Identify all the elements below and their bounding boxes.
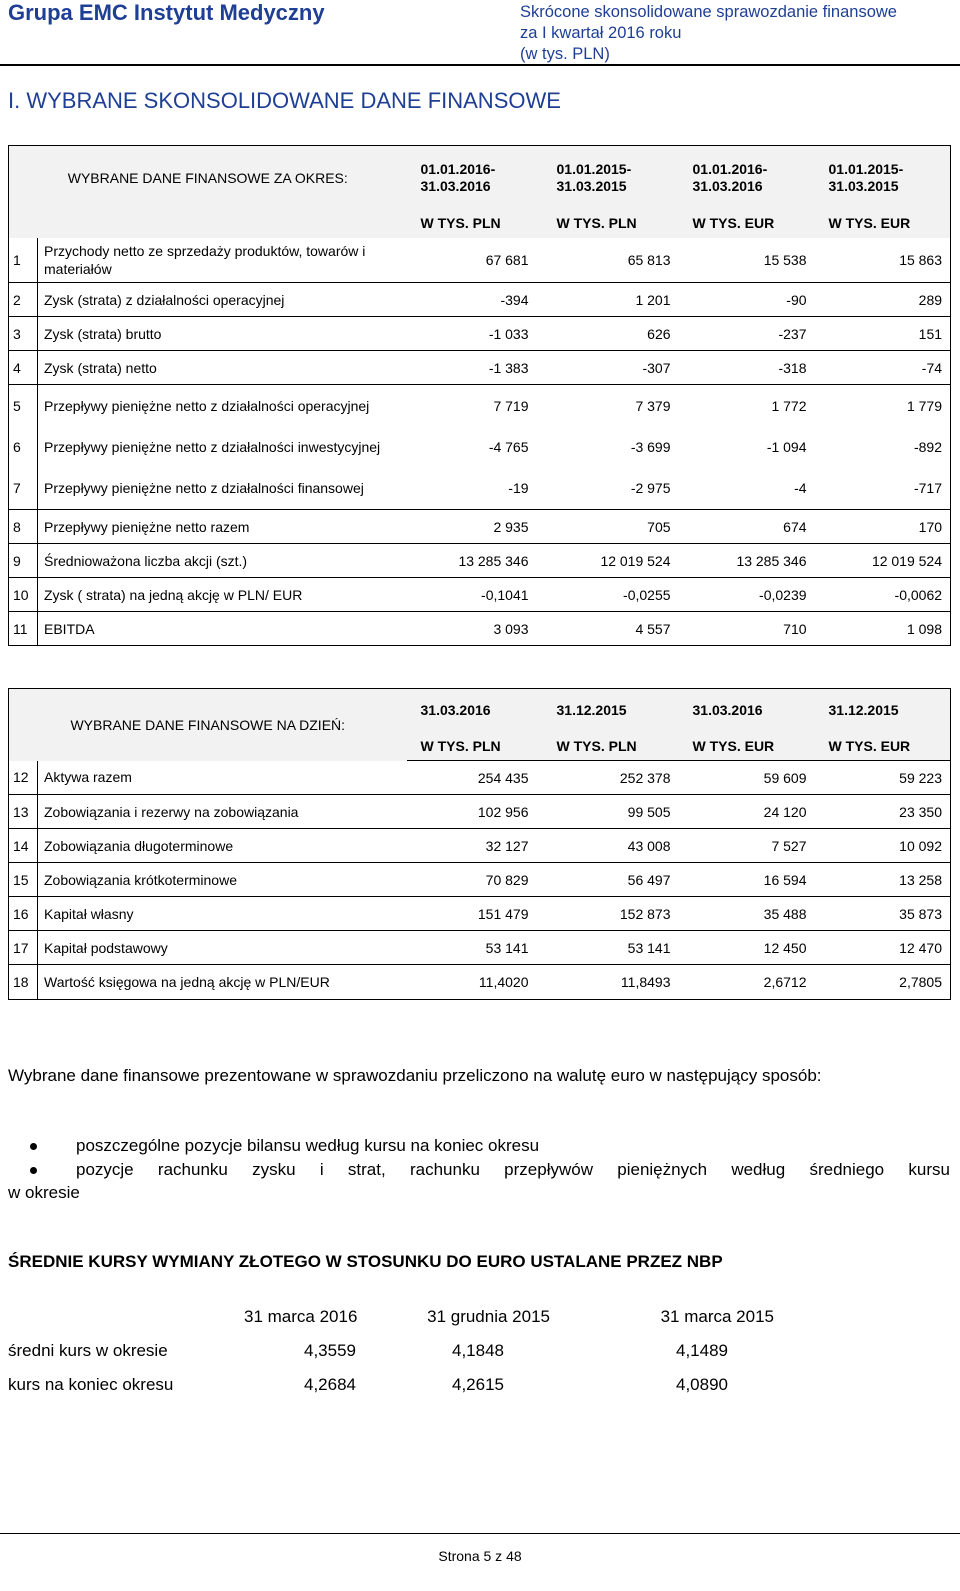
value-cell: 7 527 — [679, 829, 815, 863]
table-row — [9, 510, 951, 544]
rate-value: 4,2615 — [452, 1375, 504, 1394]
value-cell: -4 765 — [488, 439, 529, 455]
value-cell: -0,0062 — [815, 578, 951, 612]
value-cell: 15 538 — [679, 238, 815, 283]
unit-header: W TYS. EUR — [679, 733, 815, 761]
bullet-text: poszczególne pozycje bilansu według kursu na koniec okresu — [76, 1136, 540, 1155]
unit-header: W TYS. EUR — [815, 733, 951, 761]
row-label: Zysk (strata) z działalności operacyjnej — [38, 283, 407, 317]
unit-header: W TYS. PLN — [543, 210, 679, 238]
table-row — [9, 612, 951, 646]
value-cell: 12 450 — [679, 931, 815, 965]
row-number: 16 — [9, 897, 38, 931]
rate-label: średni kurs w okresie — [8, 1341, 168, 1360]
table-row — [9, 544, 951, 578]
value-cell: -1 033 — [407, 317, 543, 351]
report-title-line2: za I kwartał 2016 roku — [520, 24, 682, 42]
value-cell: 1 772 — [771, 397, 807, 414]
row-label: Przepływy pieniężne netto z działalności inwestycyjnej — [44, 439, 381, 455]
value-cell: -394 — [407, 283, 543, 317]
value-cell: 56 497 — [543, 863, 679, 897]
value-cell: -1 094 — [766, 439, 807, 455]
row-label: Kapitał podstawowy — [38, 931, 407, 965]
value-cell: 53 141 — [543, 931, 679, 965]
row-label: Przepływy pieniężne netto razem — [38, 510, 407, 544]
row-number: 4 — [9, 351, 38, 385]
rate-value: 4,1489 — [676, 1341, 728, 1360]
value-cell: -717 — [815, 468, 951, 510]
row-label: Zysk (strata) brutto — [38, 317, 407, 351]
period-header: 01.01.2015- 31.03.2015 — [543, 146, 679, 210]
table-row — [9, 578, 951, 612]
rate-date-header: 31 grudnia 2015 — [427, 1307, 550, 1326]
row-label: Przychody netto ze sprzedaży produktów, towarów i materiałów — [38, 238, 407, 283]
row-label: Wartość księgowa na jedną akcję w PLN/EUR — [38, 965, 407, 1000]
row-label: Aktywa razem — [38, 761, 407, 795]
value-cell: 2,6712 — [679, 965, 815, 1000]
table-row — [9, 931, 951, 965]
bullet-text: pozycje rachunku zysku i strat, rachunku przepływów pieniężnych według średniego kursu — [76, 1160, 950, 1179]
bullet-item — [8, 1134, 950, 1157]
value-cell: 252 378 — [543, 761, 679, 795]
nbp-rates-title: ŚREDNIE KURSY WYMIANY ZŁOTEGO W STOSUNKU DO EURO USTALANE PRZEZ NBP — [8, 1252, 723, 1271]
row-label: Kapitał własny — [38, 897, 407, 931]
value-cell: 3 093 — [407, 612, 543, 646]
value-cell: 15 863 — [815, 238, 951, 283]
value-cell: 99 505 — [543, 795, 679, 829]
value-cell: 10 092 — [815, 829, 951, 863]
row-label: Zysk (strata) netto — [38, 351, 407, 385]
table-row — [9, 283, 951, 317]
value-cell: 23 350 — [815, 795, 951, 829]
value-cell: -19 — [407, 468, 543, 510]
value-cell: 43 008 — [543, 829, 679, 863]
company-name: Grupa EMC Instytut Medyczny — [8, 0, 325, 25]
value-cell: -0,0255 — [543, 578, 679, 612]
value-cell: 70 829 — [407, 863, 543, 897]
row-number: 9 — [9, 544, 38, 578]
value-cell: 53 141 — [407, 931, 543, 965]
value-cell: -237 — [679, 317, 815, 351]
conversion-paragraph: Wybrane dane finansowe prezentowane w sprawozdaniu przeliczono na walutę euro w następujący sposób: — [8, 1066, 822, 1085]
table-row — [9, 795, 951, 829]
row-number: 10 — [9, 578, 38, 612]
row-number: 15 — [9, 863, 38, 897]
table-row — [9, 829, 951, 863]
report-title — [520, 2, 897, 65]
row-number: 1 — [9, 238, 38, 283]
value-cell: 12 019 524 — [543, 544, 679, 578]
date-table-title: WYBRANE DANE FINANSOWE NA DZIEŃ: — [9, 689, 407, 761]
unit-header: W TYS. EUR — [679, 210, 815, 238]
value-cell: 35 488 — [679, 897, 815, 931]
row-label: Zysk ( strata) na jedną akcję w PLN/ EUR — [38, 578, 407, 612]
bullet-dot — [30, 1143, 37, 1150]
value-cell: -0,0239 — [679, 578, 815, 612]
table-row — [9, 385, 951, 427]
value-cell: 152 873 — [543, 897, 679, 931]
header-divider — [0, 64, 960, 66]
value-cell: -1 383 — [407, 351, 543, 385]
value-cell: 65 813 — [543, 238, 679, 283]
bullet-dot — [30, 1167, 37, 1174]
row-number: 7 — [9, 468, 38, 510]
period-header: 01.01.2016- 31.03.2016 — [407, 146, 543, 210]
row-number: 13 — [9, 795, 38, 829]
value-cell: -0,1041 — [407, 578, 543, 612]
value-cell: 13 285 346 — [407, 544, 543, 578]
row-number: 17 — [9, 931, 38, 965]
rate-date-header: 31 marca 2016 — [244, 1307, 358, 1326]
row-label: Przepływy pieniężne netto z działalności operacyjnej — [44, 397, 370, 414]
value-cell: 7 379 — [635, 397, 671, 414]
value-cell: -4 — [679, 468, 815, 510]
row-label: Przepływy pieniężne netto z działalności finansowej — [38, 468, 407, 510]
bullet-item — [8, 1158, 950, 1204]
report-title-line3: (w tys. PLN) — [520, 45, 610, 63]
value-cell: 32 127 — [407, 829, 543, 863]
value-cell: 1 098 — [815, 612, 951, 646]
period-header: 01.01.2016- 31.03.2016 — [679, 146, 815, 210]
value-cell: 1 201 — [543, 283, 679, 317]
unit-header: W TYS. PLN — [407, 733, 543, 761]
value-cell: -74 — [815, 351, 951, 385]
row-number: 2 — [9, 283, 38, 317]
date-header: 31.12.2015 — [815, 689, 951, 733]
value-cell: 710 — [679, 612, 815, 646]
value-cell: 2,7805 — [815, 965, 951, 1000]
rate-date-header: 31 marca 2015 — [660, 1307, 774, 1326]
table-row — [9, 468, 951, 510]
value-cell: 626 — [543, 317, 679, 351]
date-header: 31.03.2016 — [679, 689, 815, 733]
row-label: Zobowiązania długoterminowe — [38, 829, 407, 863]
value-cell: -892 — [913, 439, 943, 455]
unit-header: W TYS. PLN — [543, 733, 679, 761]
table-row — [9, 238, 951, 283]
rate-row — [8, 1334, 836, 1368]
value-cell: 12 019 524 — [815, 544, 951, 578]
value-cell: 67 681 — [407, 238, 543, 283]
unit-header: W TYS. EUR — [815, 210, 951, 238]
value-cell: -90 — [679, 283, 815, 317]
unit-header: W TYS. PLN — [407, 210, 543, 238]
rate-value: 4,0890 — [676, 1375, 728, 1394]
period-header: 01.01.2015- 31.03.2015 — [815, 146, 951, 210]
table-row — [9, 965, 951, 1000]
table-row — [9, 317, 951, 351]
row-number: 8 — [9, 510, 38, 544]
table-row — [9, 897, 951, 931]
value-cell: 151 479 — [407, 897, 543, 931]
value-cell: -2 975 — [543, 468, 679, 510]
value-cell: 2 935 — [407, 510, 543, 544]
value-cell: 13 258 — [815, 863, 951, 897]
value-cell: 151 — [815, 317, 951, 351]
row-number: 12 — [9, 761, 38, 795]
table-row — [9, 427, 951, 468]
row-label: Zobowiązania krótkoterminowe — [38, 863, 407, 897]
value-cell: 11,8493 — [543, 965, 679, 1000]
value-cell: 12 470 — [815, 931, 951, 965]
value-cell: 16 594 — [679, 863, 815, 897]
rate-value: 4,3559 — [304, 1341, 356, 1360]
value-cell: 35 873 — [815, 897, 951, 931]
value-cell: -3 699 — [630, 439, 671, 455]
table-row — [9, 863, 951, 897]
row-number: 3 — [9, 317, 38, 351]
report-title-line1: Skrócone skonsolidowane sprawozdanie finansowe — [520, 3, 897, 21]
row-number: 18 — [9, 965, 38, 1000]
value-cell: 4 557 — [543, 612, 679, 646]
rate-label: kurs na koniec okresu — [8, 1375, 174, 1394]
section-title: I. WYBRANE SKONSOLIDOWANE DANE FINANSOWE — [8, 88, 561, 113]
exchange-rates-table — [8, 1300, 836, 1402]
row-number: 6 — [9, 427, 38, 468]
row-number: 11 — [9, 612, 38, 646]
bullet-text-continuation: w okresie — [8, 1183, 80, 1202]
rate-value: 4,1848 — [452, 1341, 504, 1360]
value-cell: 674 — [679, 510, 815, 544]
date-header: 31.03.2016 — [407, 689, 543, 733]
rate-row — [8, 1368, 836, 1402]
date-header: 31.12.2015 — [543, 689, 679, 733]
row-number: 14 — [9, 829, 38, 863]
value-cell: 7 719 — [493, 397, 529, 414]
period-table-title: WYBRANE DANE FINANSOWE ZA OKRES: — [9, 146, 407, 210]
value-cell: 11,4020 — [407, 965, 543, 1000]
value-cell: 170 — [815, 510, 951, 544]
rate-value: 4,2684 — [304, 1375, 356, 1394]
row-label: Zobowiązania i rezerwy na zobowiązania — [38, 795, 407, 829]
value-cell: 289 — [815, 283, 951, 317]
row-label: EBITDA — [38, 612, 407, 646]
value-cell: 24 120 — [679, 795, 815, 829]
row-label: Średnioważona liczba akcji (szt.) — [38, 544, 407, 578]
period-financial-table — [8, 145, 951, 646]
value-cell: 102 956 — [407, 795, 543, 829]
value-cell: 254 435 — [407, 761, 543, 795]
table-row — [9, 761, 951, 795]
value-cell: 59 223 — [815, 761, 951, 795]
value-cell: 1 779 — [906, 397, 943, 414]
value-cell: 13 285 346 — [679, 544, 815, 578]
page-number: Strona 5 z 48 — [438, 1548, 522, 1564]
value-cell: 59 609 — [679, 761, 815, 795]
balance-financial-table — [8, 688, 951, 1000]
footer-divider — [0, 1533, 960, 1534]
table-row — [9, 351, 951, 385]
value-cell: 705 — [543, 510, 679, 544]
row-number: 5 — [9, 385, 38, 427]
value-cell: -318 — [679, 351, 815, 385]
value-cell: -307 — [543, 351, 679, 385]
